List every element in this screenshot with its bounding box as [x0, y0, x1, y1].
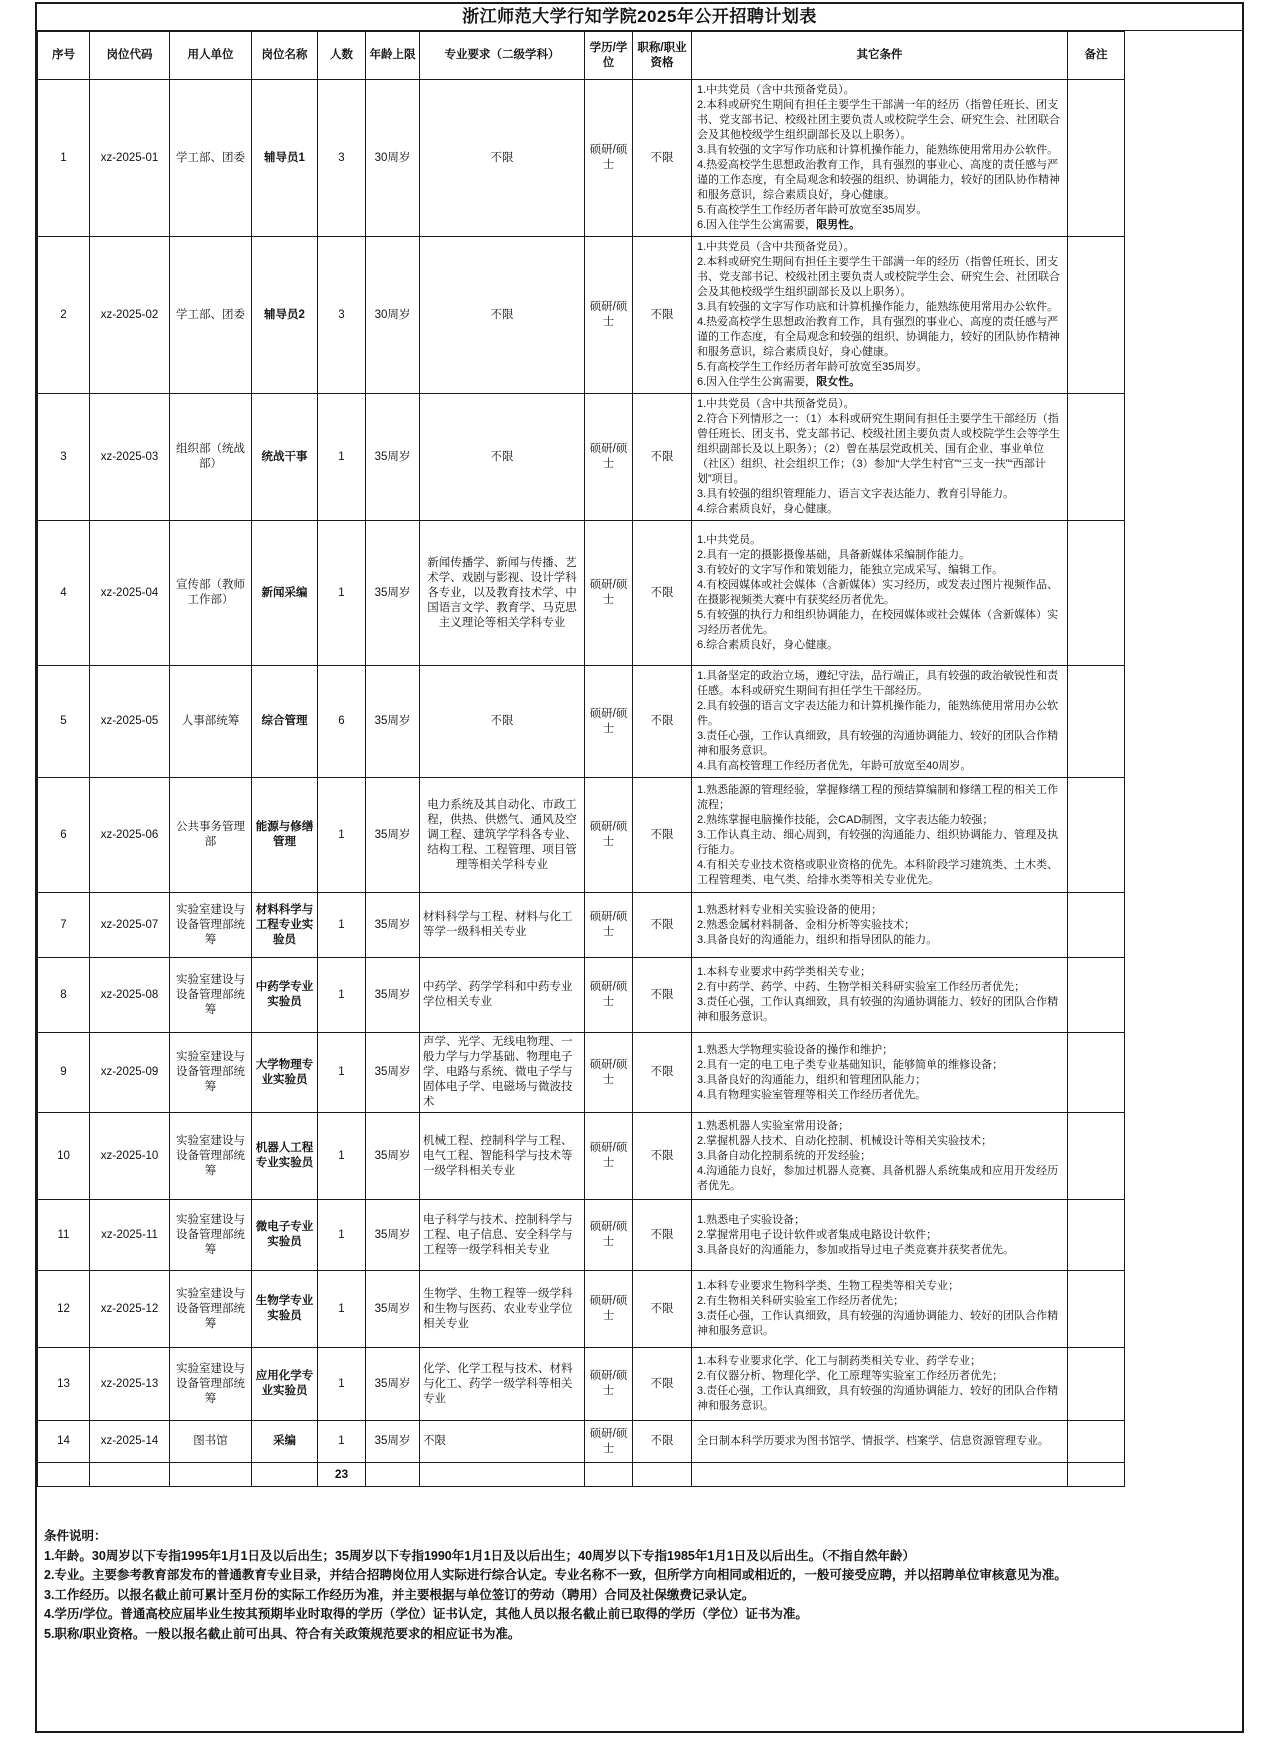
cell-remark [1068, 1271, 1125, 1348]
condition-line: 1.本科专业要求化学、化工与制药类相关专业、药学专业； [697, 1355, 982, 1367]
cell-code: xz-2025-11 [90, 1200, 170, 1271]
condition-line: 4.热爱高校学生思想政治教育工作，具有强烈的事业心、高度的责任感与严谨的工作态度，有全局观念和较强的组织、协调能力，较好的团队协作精神和服务意识，综合素质良好，身心健康。 [697, 159, 1060, 201]
table-row [38, 666, 1125, 778]
condition-line: 3.工作认真主动、细心周到，有较强的沟通能力、组织协调能力、管理及执行能力。 [697, 828, 1059, 856]
cell-major: 不限 [420, 666, 585, 778]
cell-major: 材料科学与工程、材料与化工等学一级科相关专业 [420, 893, 585, 958]
table-row [38, 1421, 1125, 1463]
cell-remark [1068, 521, 1125, 666]
page-title: 浙江师范大学行知学院2025年公开招聘计划表 [37, 4, 1242, 31]
cell-empty [585, 1463, 633, 1487]
cell-position: 生物学专业实验员 [252, 1271, 318, 1348]
cell-age: 35周岁 [366, 1271, 420, 1348]
cell-unit: 实验室建设与设备管理部统筹 [170, 1113, 252, 1200]
condition-line: 1.中共党员（含中共预备党员）。 [697, 84, 855, 96]
table-row [38, 1113, 1125, 1200]
cell-qualification: 不限 [633, 1113, 692, 1200]
cell-empty [90, 1463, 170, 1487]
cell-age: 30周岁 [366, 237, 420, 394]
table-row [38, 1271, 1125, 1348]
condition-line: 2.熟悉金属材料制备、金相分析等实验技术； [697, 918, 916, 931]
cell-count: 1 [318, 394, 366, 521]
cell-qualification: 不限 [633, 1271, 692, 1348]
table-header-row [38, 32, 1125, 80]
cell-degree: 硕研/硕士 [585, 1271, 633, 1348]
cell-age: 35周岁 [366, 666, 420, 778]
condition-line: 2.本科或研究生期间有担任主要学生干部满一年的经历（指曾任班长、团支书、党支部书记、校级社团主要负责人或校院学生会、研究生会、社团联合会及其他校级学生组织副部长及以上职务）。 [697, 99, 1060, 141]
recruitment-sheet [35, 2, 1244, 1733]
condition-line: 2.熟练掌握电脑操作技能，会CAD制图，文字表达能力较强； [697, 813, 994, 826]
cell-no: 6 [38, 778, 90, 893]
condition-line: 3.具备良好的沟通能力，组织和指导团队的能力。 [697, 933, 938, 946]
condition-line: 4.具有物理实验室管理等相关工作经历者优先。 [697, 1088, 927, 1101]
condition-line: 1.本科专业要求生物科学类、生物工程类等相关专业； [697, 1280, 960, 1292]
cell-no: 8 [38, 958, 90, 1033]
cell-unit: 实验室建设与设备管理部统筹 [170, 1033, 252, 1113]
cell-unit: 组织部（统战部） [170, 394, 252, 521]
cell-count: 1 [318, 893, 366, 958]
cell-degree: 硕研/硕士 [585, 1348, 633, 1421]
condition-line: 1.熟悉机器人实验室常用设备； [697, 1119, 850, 1132]
cell-degree: 硕研/硕士 [585, 394, 633, 521]
cell-no: 9 [38, 1033, 90, 1113]
cell-conditions [692, 666, 1068, 778]
cell-qualification: 不限 [633, 1200, 692, 1271]
cell-major: 新闻传播学、新闻与传播、艺术学、戏剧与影视、设计学科各专业，以及教育技术学、中国语言文学、教育学、马克思主义理论等相关学科专业 [420, 521, 585, 666]
cell-position: 微电子专业实验员 [252, 1200, 318, 1271]
cell-position: 辅导员1 [252, 80, 318, 237]
cell-count: 3 [318, 237, 366, 394]
cell-code: xz-2025-10 [90, 1113, 170, 1200]
cell-code: xz-2025-09 [90, 1033, 170, 1113]
cell-code: xz-2025-08 [90, 958, 170, 1033]
cell-conditions [692, 1271, 1068, 1348]
cell-position: 材料科学与工程专业实验员 [252, 893, 318, 958]
condition-line: 3.责任心强，工作认真细致，具有较强的沟通协调能力、较好的团队合作精神和服务意识。 [697, 730, 1059, 757]
cell-position: 统战干事 [252, 394, 318, 521]
cell-unit: 实验室建设与设备管理部统筹 [170, 1200, 252, 1271]
column-header: 岗位代码 [90, 32, 170, 80]
cell-conditions [692, 237, 1068, 394]
cell-code: xz-2025-03 [90, 394, 170, 521]
cell-empty [420, 1463, 585, 1487]
condition-line: 1.中共党员。 [697, 534, 762, 546]
condition-line: 3.责任心强，工作认真细致，具有较强的沟通协调能力、较好的团队合作精神和服务意识。 [697, 996, 1059, 1023]
condition-line: 2.有中药学、药学、中药、生物学相关科研实验室工作经历者优先； [697, 981, 1026, 993]
table-row [38, 521, 1125, 666]
column-header: 用人单位 [170, 32, 252, 80]
recruitment-table [37, 31, 1125, 1487]
cell-major: 声学、光学、无线电物理、一般力学与力学基础、物理电子学、电路与系统、微电子学与固体电子学、电磁场与微波技术 [420, 1033, 585, 1113]
condition-line: 3.具有较强的组织管理能力、语言文字表达能力、教育引导能力。 [697, 488, 1015, 500]
column-header: 学历/学位 [585, 32, 633, 80]
cell-unit: 实验室建设与设备管理部统筹 [170, 1271, 252, 1348]
cell-unit: 学工部、团委 [170, 80, 252, 237]
cell-no: 7 [38, 893, 90, 958]
condition-line: 2.具有一定的摄影摄像基础，具备新媒体采编制作能力。 [697, 549, 971, 561]
cell-age: 35周岁 [366, 778, 420, 893]
cell-remark [1068, 778, 1125, 893]
condition-line: 3.具有较强的文字写作功底和计算机操作能力，能熟练使用常用办公软件。 [697, 301, 1059, 313]
total-count: 23 [318, 1463, 366, 1487]
table-body [38, 80, 1125, 1487]
condition-line: 3.具备自动化控制系统的开发经验； [697, 1149, 872, 1162]
cell-qualification: 不限 [633, 893, 692, 958]
cell-count: 1 [318, 1033, 366, 1113]
condition-line: 1.本科专业要求中药学类相关专业； [697, 966, 872, 978]
cell-no: 2 [38, 237, 90, 394]
condition-line: 2.掌握机器人技术、自动化控制、机械设计等相关实验技术； [697, 1134, 993, 1147]
table-row [38, 893, 1125, 958]
cell-code: xz-2025-12 [90, 1271, 170, 1348]
cell-degree: 硕研/硕士 [585, 521, 633, 666]
cell-position: 综合管理 [252, 666, 318, 778]
cell-age: 35周岁 [366, 958, 420, 1033]
condition-line: 3.责任心强，工作认真细致，具有较强的沟通协调能力、较好的团队合作精神和服务意识。 [697, 1385, 1059, 1412]
cell-age: 35周岁 [366, 1421, 420, 1463]
cell-code: xz-2025-05 [90, 666, 170, 778]
cell-no: 10 [38, 1113, 90, 1200]
cell-unit: 实验室建设与设备管理部统筹 [170, 893, 252, 958]
cell-conditions [692, 1200, 1068, 1271]
note-item: 3.工作经历。以报名截止前可累计至月份的实际工作经历为准，并主要根据与单位签订的劳动（聘用）合同及社保缴费记录认定。 [44, 1587, 755, 1602]
cell-degree: 硕研/硕士 [585, 778, 633, 893]
table-row [38, 394, 1125, 521]
cell-remark [1068, 666, 1125, 778]
cell-conditions [692, 1113, 1068, 1200]
cell-no: 12 [38, 1271, 90, 1348]
cell-major: 不限 [420, 80, 585, 237]
cell-major: 不限 [420, 1421, 585, 1463]
condition-line: 3.具备良好的沟通能力，参加或指导过电子类竞赛并获奖者优先。 [697, 1243, 1015, 1256]
cell-qualification: 不限 [633, 80, 692, 237]
cell-conditions [692, 394, 1068, 521]
cell-conditions [692, 1348, 1068, 1421]
condition-line: 1.具备坚定的政治立场，遵纪守法，品行端正，具有较强的政治敏锐性和责任感。本科或研究生期间有担任学生干部经历。 [697, 670, 1059, 697]
cell-major: 机械工程、控制科学与工程、电气工程、智能科学与技术等一级学科相关专业 [420, 1113, 585, 1200]
condition-line: 4.热爱高校学生思想政治教育工作，具有强烈的事业心、高度的责任感与严谨的工作态度，有全局观念和较强的组织、协调能力，较好的团队协作精神和服务意识，综合素质良好，身心健康。 [697, 316, 1060, 358]
cell-count: 1 [318, 521, 366, 666]
cell-no: 1 [38, 80, 90, 237]
column-header: 年龄上限 [366, 32, 420, 80]
condition-line: 全日制本科学历要求为图书馆学、情报学、档案学、信息资源管理专业。 [697, 1435, 1049, 1447]
cell-empty [633, 1463, 692, 1487]
cell-count: 1 [318, 958, 366, 1033]
cell-degree: 硕研/硕士 [585, 666, 633, 778]
cell-age: 35周岁 [366, 1113, 420, 1200]
cell-unit: 人事部统筹 [170, 666, 252, 778]
cell-position: 大学物理专业实验员 [252, 1033, 318, 1113]
cell-qualification: 不限 [633, 1033, 692, 1113]
cell-count: 1 [318, 1271, 366, 1348]
cell-degree: 硕研/硕士 [585, 1113, 633, 1200]
cell-position: 机器人工程专业实验员 [252, 1113, 318, 1200]
table-row [38, 1033, 1125, 1113]
cell-empty [692, 1463, 1068, 1487]
cell-empty [366, 1463, 420, 1487]
cell-remark [1068, 237, 1125, 394]
cell-major: 电子科学与技术、控制科学与工程、电子信息、安全科学与工程等一级学科相关专业 [420, 1200, 585, 1271]
column-header: 人数 [318, 32, 366, 80]
column-header: 专业要求（二级学科） [420, 32, 585, 80]
cell-age: 35周岁 [366, 1200, 420, 1271]
cell-no: 4 [38, 521, 90, 666]
cell-conditions [692, 80, 1068, 237]
cell-degree: 硕研/硕士 [585, 237, 633, 394]
cell-qualification: 不限 [633, 237, 692, 394]
condition-line: 4.有相关专业技术资格或职业资格的优先。本科阶段学习建筑类、土木类、工程管理类、电气类、给排水类等相关专业优先。 [697, 858, 1059, 886]
cell-position: 能源与修缮管理 [252, 778, 318, 893]
note-item: 4.学历/学位。普通高校应届毕业生按其预期毕业时取得的学历（学位）证书认定，其他人员以报名截止前已取得的学历（学位）证书为准。 [44, 1607, 808, 1621]
cell-major: 生物学、生物工程等一级学科和生物与医药、农业专业学位相关专业 [420, 1271, 585, 1348]
cell-position: 采编 [252, 1421, 318, 1463]
notes-heading: 条件说明： [44, 1529, 107, 1543]
condition-line: 2.掌握常用电子设计软件或者集成电路设计软件； [697, 1228, 938, 1241]
cell-unit: 图书馆 [170, 1421, 252, 1463]
cell-age: 30周岁 [366, 80, 420, 237]
cell-conditions [692, 1033, 1068, 1113]
cell-major: 中药学、药学学科和中药专业学位相关专业 [420, 958, 585, 1033]
cell-no: 14 [38, 1421, 90, 1463]
cell-unit: 公共事务管理部 [170, 778, 252, 893]
cell-major: 电力系统及其自动化、市政工程，供热、供燃气、通风及空调工程、建筑学学科各专业、结构工程、工程管理、项目管理等相关学科专业 [420, 778, 585, 893]
condition-line: 3.有较好的文字写作和策划能力，能独立完成采写、编辑工作。 [697, 564, 1004, 576]
cell-code: xz-2025-06 [90, 778, 170, 893]
cell-count: 1 [318, 1348, 366, 1421]
cell-qualification: 不限 [633, 778, 692, 893]
note-item: 2.专业。主要参考教育部发布的普通教育专业目录，并结合招聘岗位用人实际进行综合认定。专业名称不一致，但所学方向相同或相近的，一般可接受应聘，并以招聘单位审核意见为准。 [44, 1568, 1067, 1582]
cell-qualification: 不限 [633, 1348, 692, 1421]
condition-line: 1.熟悉能源的管理经验，掌握修缮工程的预结算编制和修缮工程的相关工作流程； [697, 783, 1059, 811]
column-header: 其它条件 [692, 32, 1068, 80]
condition-line: 4.综合素质良好，身心健康。 [697, 503, 839, 515]
cell-age: 35周岁 [366, 521, 420, 666]
condition-line: 3.具备良好的沟通能力，组织和管理团队能力； [697, 1073, 927, 1086]
cell-no: 3 [38, 394, 90, 521]
cell-count: 6 [318, 666, 366, 778]
cell-degree: 硕研/硕士 [585, 1200, 633, 1271]
cell-age: 35周岁 [366, 1033, 420, 1113]
cell-conditions [692, 1421, 1068, 1463]
condition-line: 3.具有较强的文字写作功底和计算机操作能力，能熟练使用常用办公软件。 [697, 144, 1059, 156]
condition-line: 1.熟悉大学物理实验设备的操作和维护； [697, 1043, 894, 1056]
condition-line: 2.有仪器分析、物理化学、化工原理等实验室工作经历者优先； [697, 1370, 1004, 1382]
cell-remark [1068, 1200, 1125, 1271]
cell-qualification: 不限 [633, 1421, 692, 1463]
cell-code: xz-2025-14 [90, 1421, 170, 1463]
note-item: 1.年龄。30周岁以下专指1995年1月1日及以后出生；35周岁以下专指1990年1月1日及以后出生；40周岁以下专指1985年1月1日及以后出生。（不指自然年龄） [44, 1548, 916, 1563]
cell-no: 5 [38, 666, 90, 778]
cell-no: 11 [38, 1200, 90, 1271]
cell-degree: 硕研/硕士 [585, 80, 633, 237]
cell-code: xz-2025-04 [90, 521, 170, 666]
cell-qualification: 不限 [633, 958, 692, 1033]
cell-qualification: 不限 [633, 521, 692, 666]
cell-remark [1068, 1033, 1125, 1113]
condition-line: 5.有高校学生工作经历者年龄可放宽至35周岁。 [697, 361, 928, 373]
table-row [38, 1348, 1125, 1421]
condition-line: 2.本科或研究生期间有担任主要学生干部满一年的经历（指曾任班长、团支书、党支部书记、校级社团主要负责人或校院学生会、研究生会、社团联合会及其他校级学生组织副部长及以上职务）。 [697, 256, 1060, 298]
cell-age: 35周岁 [366, 394, 420, 521]
cell-age: 35周岁 [366, 893, 420, 958]
cell-count: 1 [318, 1421, 366, 1463]
cell-major: 不限 [420, 237, 585, 394]
cell-major: 化学、化学工程与技术、材料与化工、药学一级学科等相关专业 [420, 1348, 585, 1421]
table-row [38, 958, 1125, 1033]
cell-count: 1 [318, 778, 366, 893]
cell-remark [1068, 1348, 1125, 1421]
table-row [38, 237, 1125, 394]
cell-position: 应用化学专业实验员 [252, 1348, 318, 1421]
cell-unit: 学工部、团委 [170, 237, 252, 394]
cell-empty [252, 1463, 318, 1487]
cell-code: xz-2025-02 [90, 237, 170, 394]
cell-remark [1068, 1113, 1125, 1200]
cell-count: 1 [318, 1113, 366, 1200]
condition-line: 4.具有高校管理工作经历者优先，年龄可放宽至40周岁。 [697, 760, 972, 772]
cell-remark [1068, 958, 1125, 1033]
note-item: 5.职称/职业资格。一般以报名截止前可出具、符合有关政策规范要求的相应证书为准。 [44, 1626, 521, 1641]
cell-empty [170, 1463, 252, 1487]
condition-line: 2.具有一定的电工电子类专业基础知识，能够简单的维修设备； [697, 1058, 1004, 1071]
cell-code: xz-2025-01 [90, 80, 170, 237]
column-header: 序号 [38, 32, 90, 80]
column-header: 备注 [1068, 32, 1125, 80]
cell-degree: 硕研/硕士 [585, 1421, 633, 1463]
table-row [38, 1200, 1125, 1271]
cell-qualification: 不限 [633, 666, 692, 778]
cell-conditions [692, 521, 1068, 666]
cell-conditions [692, 778, 1068, 893]
cell-remark [1068, 893, 1125, 958]
condition-line: 5.有较强的执行力和组织协调能力，在校园媒体或社会媒体（含新媒体）实习经历者优先。 [697, 609, 1059, 636]
cell-remark [1068, 1421, 1125, 1463]
cell-no: 13 [38, 1348, 90, 1421]
condition-line: 5.有高校学生工作经历者年龄可放宽至35周岁。 [697, 204, 928, 216]
cell-degree: 硕研/硕士 [585, 893, 633, 958]
condition-line: 6.综合素质良好，身心健康。 [697, 639, 839, 651]
cell-qualification: 不限 [633, 394, 692, 521]
cell-major: 不限 [420, 394, 585, 521]
table-row [38, 778, 1125, 893]
cell-position: 新闻采编 [252, 521, 318, 666]
cell-unit: 宣传部（教师工作部） [170, 521, 252, 666]
condition-line: 4.沟通能力良好，参加过机器人竞赛、具备机器人系统集成和应用开发经历者优先。 [697, 1164, 1059, 1192]
column-header: 职称/职业资格 [633, 32, 692, 80]
condition-line: 6.因入住学生公寓需要，限男性。 [697, 219, 861, 231]
condition-line: 2.符合下列情形之一：（1）本科或研究生期间有担任主要学生干部经历（指曾任班长、团支书、党支部书记、校级社团主要负责人或校院学生会等学生组织副部长及以上职务）；（2）曾在基层党政机关、国有企业、事业单位（社区）组织、社会组织工作；（3）参加“大学生村官”“三支一扶”“西部计划”项目。 [697, 413, 1060, 485]
cell-position: 中药学专业实验员 [252, 958, 318, 1033]
cell-code: xz-2025-13 [90, 1348, 170, 1421]
cell-remark [1068, 394, 1125, 521]
condition-line: 1.熟悉电子实验设备； [697, 1213, 806, 1226]
condition-line: 1.中共党员（含中共预备党员）。 [697, 398, 855, 410]
table-row [38, 80, 1125, 237]
condition-line: 6.因入住学生公寓需要，限女性。 [697, 376, 861, 388]
cell-degree: 硕研/硕士 [585, 1033, 633, 1113]
cell-conditions [692, 958, 1068, 1033]
cell-count: 3 [318, 80, 366, 237]
cell-empty [1068, 1463, 1125, 1487]
condition-line: 2.有生物相关科研实验室工作经历者优先； [697, 1295, 905, 1307]
table-total-row [38, 1463, 1125, 1487]
condition-line: 4.有校园媒体或社会媒体（含新媒体）实习经历，或发表过图片视频作品、在摄影视频类大赛中有获奖经历者优先。 [697, 579, 1059, 606]
notes-section [44, 1527, 1194, 1644]
cell-degree: 硕研/硕士 [585, 958, 633, 1033]
condition-line: 1.熟悉材料专业相关实验设备的使用； [697, 903, 883, 916]
cell-conditions [692, 893, 1068, 958]
condition-line: 3.责任心强，工作认真细致，具有较强的沟通协调能力、较好的团队合作精神和服务意识。 [697, 1310, 1059, 1337]
cell-position: 辅导员2 [252, 237, 318, 394]
column-header: 岗位名称 [252, 32, 318, 80]
condition-line: 1.中共党员（含中共预备党员）。 [697, 241, 855, 253]
cell-remark [1068, 80, 1125, 237]
cell-empty [38, 1463, 90, 1487]
cell-unit: 实验室建设与设备管理部统筹 [170, 1348, 252, 1421]
cell-unit: 实验室建设与设备管理部统筹 [170, 958, 252, 1033]
cell-code: xz-2025-07 [90, 893, 170, 958]
condition-line: 2.具有较强的语言文字表达能力和计算机操作能力，能熟练使用常用办公软件。 [697, 700, 1059, 727]
cell-count: 1 [318, 1200, 366, 1271]
cell-age: 35周岁 [366, 1348, 420, 1421]
